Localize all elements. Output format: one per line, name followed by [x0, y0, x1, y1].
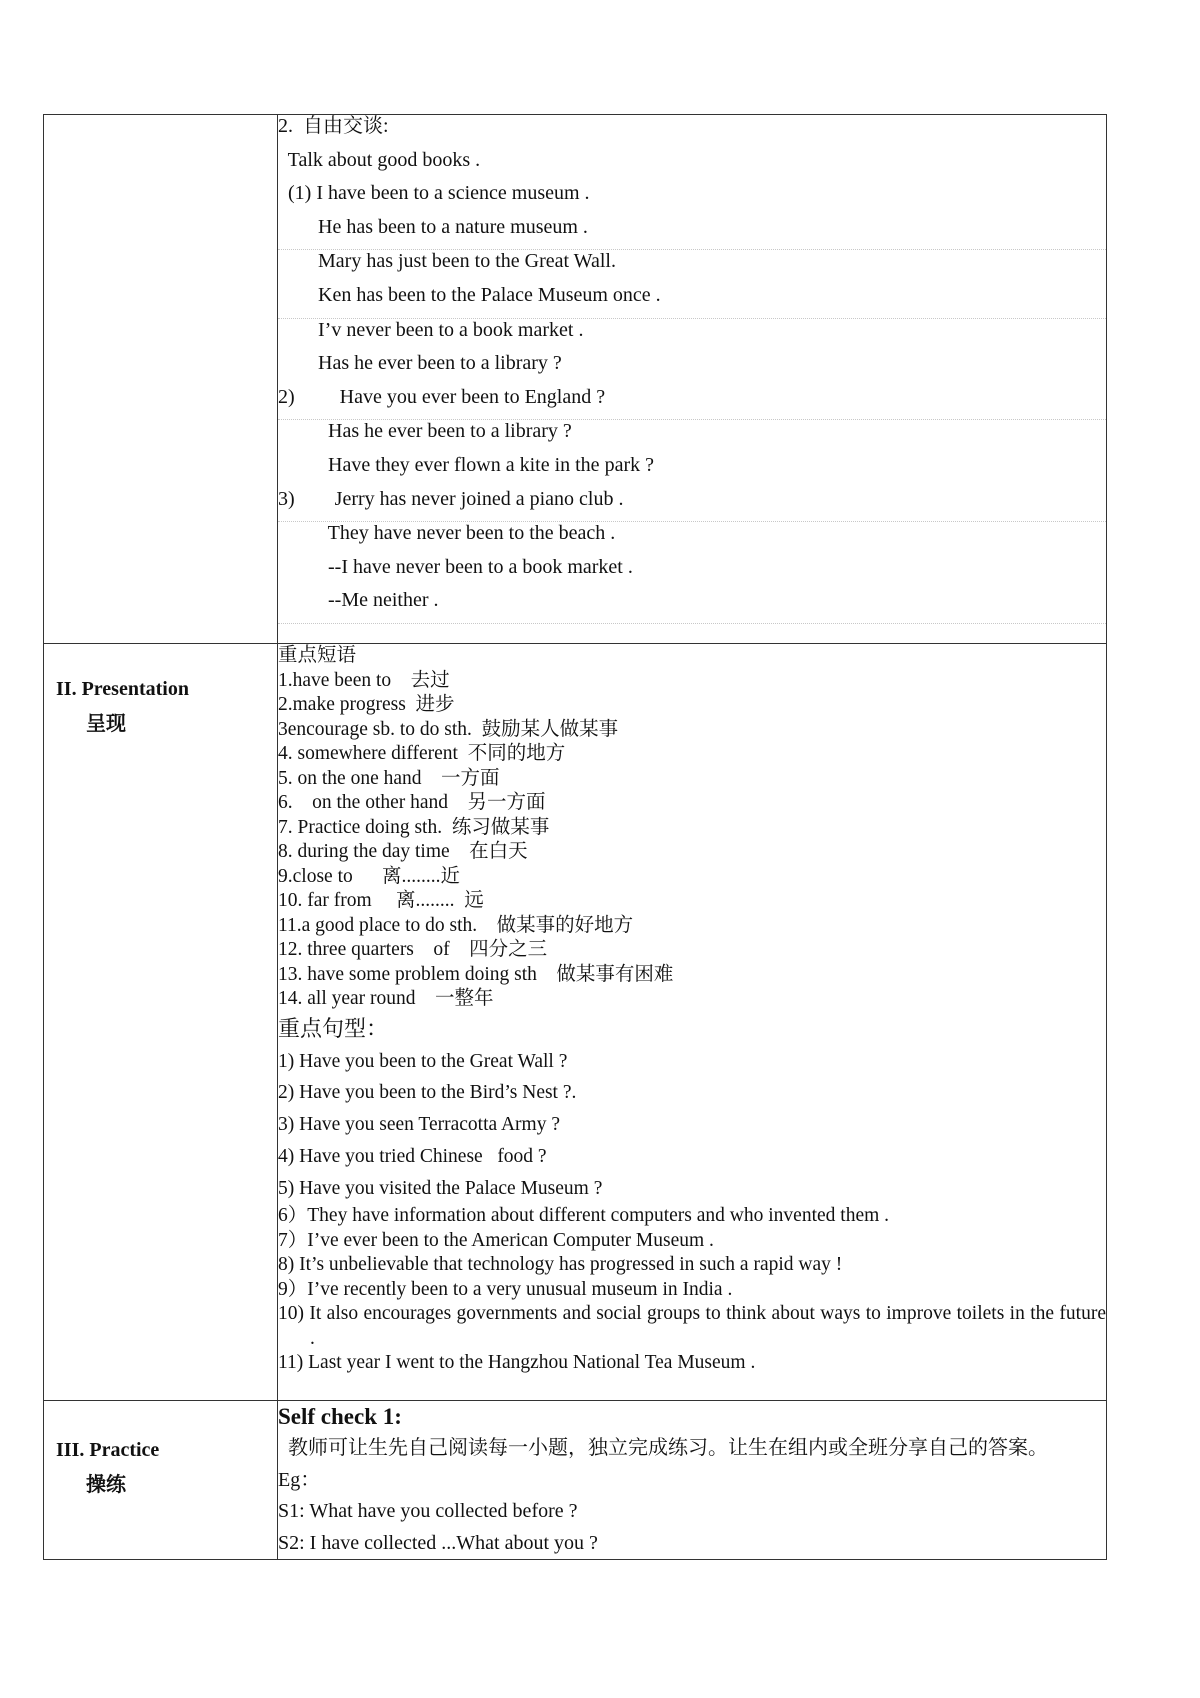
free-talk-line: 2) Have you ever been to England ?	[278, 386, 1106, 421]
stage-title-en: III. Practice	[56, 1439, 160, 1461]
stage-title-zh: 呈现	[86, 713, 126, 735]
stage-label	[44, 678, 277, 736]
free-talk-cell	[278, 115, 1107, 644]
phrase-item: 1.have been to 去过	[278, 669, 450, 691]
free-talk-line: --I have never been to a book market .	[278, 555, 633, 578]
free-talk-line: (1) I have been to a science museum .	[278, 182, 590, 205]
text-sentence: 11) Last year I went to the Hangzhou National Tea Museum .	[278, 1352, 756, 1374]
presentation-cell	[278, 644, 1107, 1401]
row-practice	[44, 1401, 1107, 1560]
phrase-item: 4. somewhere different 不同的地方	[278, 743, 566, 764]
phrases-heading: 重点短语	[278, 645, 357, 666]
phrase-item: 13. have some problem doing sth 做某事有困难	[278, 963, 674, 985]
self-check-heading: Self check 1:	[278, 1404, 402, 1429]
free-talk-line: Has he ever been to a library ?	[278, 420, 572, 443]
sentence-item: 1) Have you been to the Great Wall ?	[278, 1050, 568, 1072]
free-talk-line: They have never been to the beach .	[278, 522, 616, 545]
dialogue-line: S2: I have collected ...What about you ?	[278, 1531, 598, 1554]
stage-label	[44, 1439, 277, 1497]
free-talk-line: Mary has just been to the Great Wall.	[278, 250, 616, 273]
row-warmup	[44, 115, 1107, 644]
phrase-item: 3encourage sb. to do sth. 鼓励某人做某事	[278, 718, 619, 740]
sentences-heading: 重点句型：	[278, 1015, 389, 1041]
stage-title-en: II. Presentation	[56, 678, 189, 700]
example-label: Eg：	[278, 1468, 321, 1491]
phrase-item: 2.make progress 进步	[278, 694, 455, 715]
row-presentation	[44, 644, 1107, 1401]
free-talk-line: 3) Jerry has never joined a piano club .	[278, 488, 1106, 523]
phrase-item: 12. three quarters of 四分之三	[278, 939, 548, 960]
lesson-table	[43, 114, 1107, 1560]
free-talk-line: Have they ever flown a kite in the park ?	[278, 453, 654, 476]
free-talk-line: Has he ever been to a library ?	[278, 352, 562, 375]
free-talk-line: --Me neither .	[278, 589, 1106, 624]
text-sentence: 10) It also encourages governments and social groups to think about ways to improve toilets in the future .	[278, 1303, 1106, 1349]
dialogue-line: S1: What have you collected before ?	[278, 1500, 578, 1522]
text-sentence: 9）I’ve recently been to a very unusual museum in India .	[278, 1278, 733, 1300]
text-sentence: 7）I’ve ever been to the American Computer Museum .	[278, 1229, 714, 1251]
sentence-item: 2) Have you been to the Bird’s Nest ?.	[278, 1082, 577, 1104]
stage-title-zh: 操练	[86, 1474, 126, 1496]
phrase-item: 11.a good place to do sth. 做某事的好地方	[278, 914, 634, 936]
teacher-instruction: 教师可让生先自己阅读每一小题，独立完成练习。让生在组内或全班分享自己的答案。	[278, 1437, 1048, 1459]
free-talk-line: Talk about good books .	[278, 148, 481, 171]
phrase-item: 6. on the other hand 另一方面	[278, 792, 546, 813]
phrase-item: 5. on the one hand 一方面	[278, 767, 500, 789]
phrase-item: 14. all year round 一整年	[278, 988, 494, 1009]
phrase-item: 7. Practice doing sth. 练习做某事	[278, 816, 550, 838]
free-talk-line: He has been to a nature museum .	[278, 216, 1106, 251]
free-talk-line: Ken has been to the Palace Museum once .	[278, 284, 1106, 319]
text-sentence: 6）They have information about different computers and who invented them .	[278, 1205, 890, 1227]
stage-cell-empty	[44, 115, 278, 644]
sentence-item: 5) Have you visited the Palace Museum ?	[278, 1177, 603, 1199]
stage-cell-practice	[44, 1401, 278, 1560]
sentence-item: 4) Have you tried Chinese food ?	[278, 1145, 547, 1167]
phrase-item: 8. during the day time 在白天	[278, 841, 528, 862]
free-talk-title: 2. 自由交谈:	[278, 115, 389, 137]
phrase-item: 9.close to 离........近	[278, 865, 460, 887]
text-sentence: 8) It’s unbelievable that technology has progressed in such a rapid way !	[278, 1254, 843, 1276]
practice-cell	[278, 1401, 1107, 1560]
phrase-item: 10. far from 离........ 远	[278, 890, 484, 911]
sentence-item: 3) Have you seen Terracotta Army ?	[278, 1114, 560, 1136]
stage-cell-presentation	[44, 644, 278, 1401]
free-talk-line: I’v never been to a book market .	[278, 318, 584, 341]
